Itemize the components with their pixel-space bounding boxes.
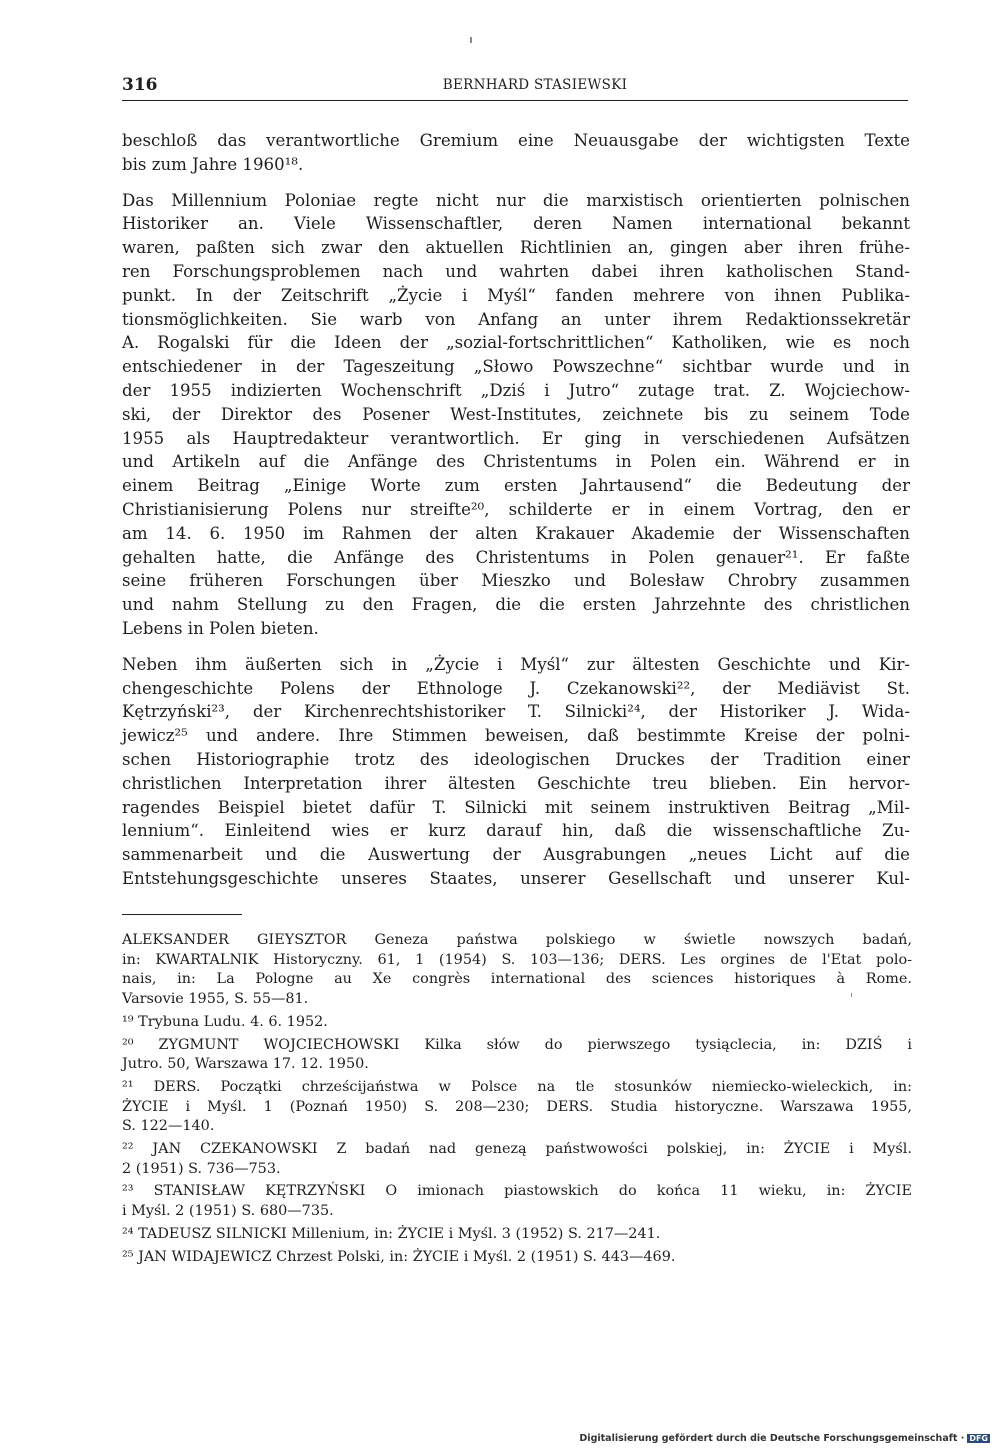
text-line: ski, der Direktor des Posener West-Institutes, zeichnete bis zu seinem Tode xyxy=(122,404,910,424)
text-line: waren, paßten sich zwar den aktuellen Richtlinien an, gingen aber ihren frühe- xyxy=(122,238,910,258)
text-line: Historiker an. Viele Wissenschaftler, deren Namen international bekannt xyxy=(122,214,910,234)
text-line: 1955 als Hauptredakteur verantwortlich. Er ging in verschiedenen Aufsätzen xyxy=(122,428,910,448)
text-line: und Artikeln auf die Anfänge des Christentums in Polen ein. Während er in xyxy=(122,452,910,472)
footnote xyxy=(122,1248,912,1268)
footnote xyxy=(122,1078,912,1137)
footnote-rule xyxy=(122,914,242,915)
text-line: A. Rogalski für die Ideen der „sozial-fortschrittlichen“ Katholiken, wie es noch xyxy=(122,333,910,353)
text-line: bis zum Jahre 1960¹⁸. xyxy=(122,154,304,174)
footnote xyxy=(122,1140,912,1179)
text-line: gehalten hatte, die Anfänge des Christentums in Polen genauer²¹. Er faßte xyxy=(122,547,910,567)
footnote xyxy=(122,1013,912,1033)
footnote-line: Varsovie 1955, S. 55—81. xyxy=(122,991,309,1008)
header-rule xyxy=(122,100,908,101)
text-line: punkt. In der Zeitschrift „Życie i Myśl“ fanden mehrere von ihnen Publika- xyxy=(122,285,910,305)
text-line: Neben ihm äußerten sich in „Życie i Myśl“ zur ältesten Geschichte und Kir- xyxy=(122,654,910,674)
footnote-line: ²² JAN CZEKANOWSKI Z badań nad genezą państwowości polskiej, in: ŻYCIE i Myśl. xyxy=(122,1141,912,1158)
footnote xyxy=(122,1182,912,1221)
text-line: christlichen Interpretation ihrer ältesten Geschichte treu blieben. Ein hervor- xyxy=(122,773,910,793)
text-line: schen Historiographie trotz des ideologischen Druckes der Tradition einer xyxy=(122,749,910,769)
text-line: Kętrzyński²³, der Kirchenrechtshistoriker T. Silnicki²⁴, der Historiker J. Wida- xyxy=(122,702,910,722)
footnote-line: ²⁵ JAN WIDAJEWICZ Chrzest Polski, in: ŻYCIE i Myśl. 2 (1951) S. 443—469. xyxy=(122,1248,676,1265)
text-line: einem Beitrag „Einige Worte zum ersten Jahrtausend“ die Bedeutung der xyxy=(122,476,910,496)
footnote-line: ²⁰ ZYGMUNT WOJCIECHOWSKI Kilka słów do pierwszego tysiąclecia, in: DZIŚ i xyxy=(122,1036,912,1053)
text-line: ren Forschungsproblemen nach und wahrten dabei ihren katholischen Stand- xyxy=(122,261,910,281)
footnote xyxy=(122,1225,912,1245)
text-line: entschiedener in der Tageszeitung „Słowo Powszechne“ sichtbar wurde und in xyxy=(122,357,910,377)
text-line: beschloß das verantwortliche Gremium eine Neuausgabe der wichtigsten Texte xyxy=(122,131,910,150)
text-line: tionsmöglichkeiten. Sie warb von Anfang an unter ihrem Redaktionssekretär xyxy=(122,309,910,329)
footnote-line: Jutro. 50, Warszawa 17. 12. 1950. xyxy=(122,1056,369,1073)
footnote-line: in: KWARTALNIK Historyczny. 61, 1 (1954) S. 103—136; DERS. Les orgines de l'Etat polo- xyxy=(122,951,912,968)
text-line: am 14. 6. 1950 im Rahmen der alten Krakauer Akademie der Wissenschaften xyxy=(122,523,910,543)
page-header xyxy=(122,75,908,99)
digitization-footer xyxy=(579,1433,990,1444)
text-line: sammenarbeit und die Auswertung der Ausgrabungen „neues Licht auf die xyxy=(122,845,910,865)
paragraph xyxy=(122,129,910,177)
footnote-line: ¹⁹ Trybuna Ludu. 4. 6. 1952. xyxy=(122,1013,328,1030)
text-line: Das Millennium Poloniae regte nicht nur die marxistisch orientierten polnischen xyxy=(122,190,910,210)
text-line: Christianisierung Polens nur streifte²⁰, schilderte er in einem Vortrag, den er xyxy=(122,499,910,519)
footnote-line: ALEKSANDER GIEYSZTOR Geneza państwa polskiego w świetle nowszych badań, xyxy=(122,932,912,948)
text-line: Lebens in Polen bieten. xyxy=(122,618,319,638)
text-line: jewicz²⁵ und andere. Ihre Stimmen beweisen, daß bestimmte Kreise der polni- xyxy=(122,726,910,746)
footnotes xyxy=(122,931,912,1270)
text-line: Entstehungsgeschichte unseres Staates, unserer Gesellschaft und unserer Kul- xyxy=(122,868,910,888)
text-line: lennium“. Einleitend wies er kurz darauf hin, daß die wissenschaftliche Zu- xyxy=(122,821,910,841)
footnote-line: 2 (1951) S. 736—753. xyxy=(122,1160,281,1177)
footer-text: Digitalisierung gefördert durch die Deutsche Forschungsgemeinschaft · xyxy=(579,1433,965,1444)
footnote-line: ŻYCIE i Myśl. 1 (Poznań 1950) S. 208—230; DERS. Studia historyczne. Warszawa 1955, xyxy=(122,1098,912,1115)
footnote-line: ²¹ DERS. Początki chrześcijaństwa w Polsce na tle stosunków niemiecko-wieleckich, in: xyxy=(122,1078,912,1095)
scan-mark xyxy=(470,37,472,43)
page-number: 316 xyxy=(122,75,158,95)
text-line: chengeschichte Polens der Ethnologe J. Czekanowski²², der Mediävist St. xyxy=(122,678,910,698)
text-line: ragendes Beispiel bietet dafür T. Silnicki mit seinem instruktiven Beitrag „Mil- xyxy=(122,797,910,817)
footnote-line: ²³ STANISŁAW KĘTRZYŃSKI O imionach piastowskich do końca 11 wieku, in: ŻYCIE xyxy=(122,1183,912,1200)
footnote-line: i Myśl. 2 (1951) S. 680—735. xyxy=(122,1203,334,1220)
footnote-line: S. 122—140. xyxy=(122,1118,215,1135)
text-line: und nahm Stellung zu den Fragen, die die ersten Jahrzehnte des christlichen xyxy=(122,595,910,615)
footnote xyxy=(122,1036,912,1075)
text-line: der 1955 indizierten Wochenschrift „Dziś i Jutro“ zutage trat. Z. Wojciechow- xyxy=(122,380,910,400)
paragraph xyxy=(122,189,910,641)
text-line: seine früheren Forschungen über Mieszko und Bolesław Chrobry zusammen xyxy=(122,571,910,591)
footnote xyxy=(122,931,912,1010)
body-text xyxy=(122,129,910,903)
paragraph xyxy=(122,653,910,891)
dfg-logo: DFG xyxy=(969,1434,988,1443)
scan-mark xyxy=(851,993,852,997)
footnote-line: nais, in: La Pologne au Xe congrès international des sciences historiques à Rome. xyxy=(122,971,912,988)
footnote-line: ²⁴ TADEUSZ SILNICKI Millenium, in: ŻYCIE i Myśl. 3 (1952) S. 217—241. xyxy=(122,1225,661,1242)
running-head: BERNHARD STASIEWSKI xyxy=(442,77,628,93)
